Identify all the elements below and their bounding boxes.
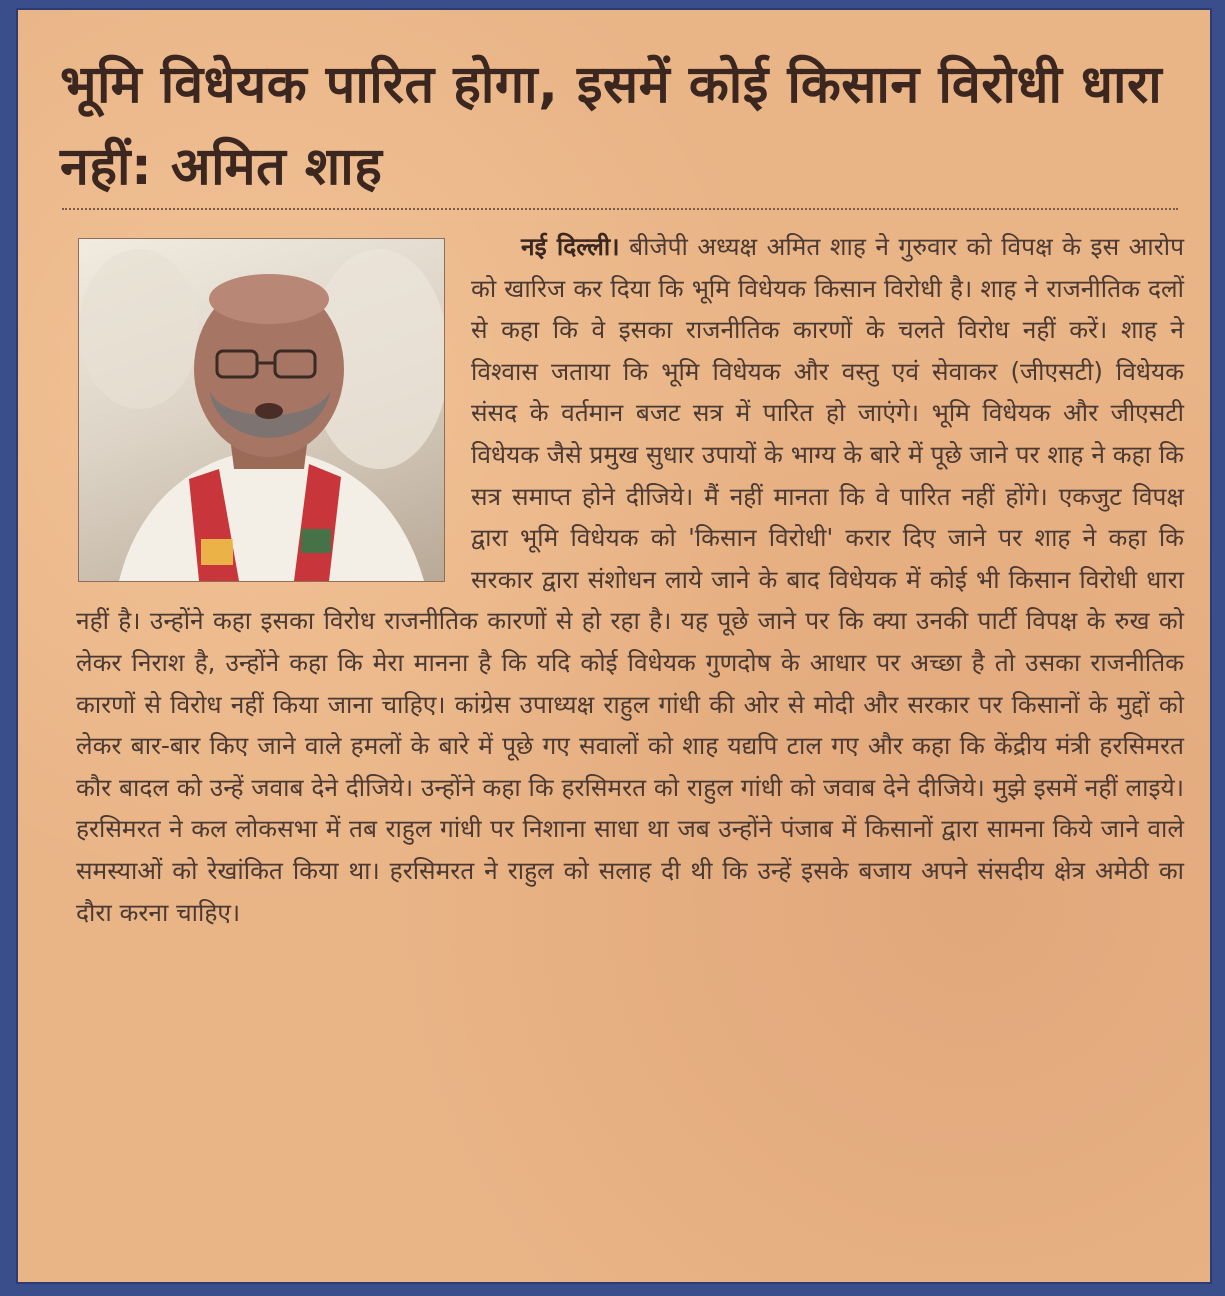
article-text: बीजेपी अध्यक्ष अमित शाह ने गुरुवार को विपक्ष के इस आरोप को खारिज कर दिया कि भूमि विधेयक किसान विरोधी है। शाह ने राजनीतिक दलों से कहा कि वे इसका राजनीतिक कारणों के चलते विरोध नहीं करें। शाह ने विश्वास जताया कि भूमि विधेयक और वस्तु एवं सेवाकर (जीएसटी) विधेयक संसद के वर्तमान बजट सत्र में पारित हो जाएंगे। भूमि विधेयक और जीएसटी विधेयक जैसे प्रमुख सुधार उपायों के भाग्य के बारे में पूछे जाने पर शाह ने कहा कि सत्र समाप्त होने दीजिये। मैं नहीं मानता कि वे पारित नहीं होंगे। एकजुट विपक्ष द्वारा भूमि विधेयक को 'किसान विरोधी' करार दिए जाने पर शाह ने कहा कि सरकार द्वारा संशोधन लाये जाने के बाद विधेयक में कोई भी किसान विरोधी धारा नहीं है। उन्होंने कहा इसका विरोध राजनीतिक कारणों से हो रहा है। यह पूछे जाने पर कि क्या उनकी पार्टी विपक्ष के रुख को लेकर निराश है, उन्होंने कहा कि मेरा मानना है कि यदि कोई विधेयक गुणदोष के आधार पर अच्छा है तो उसका राजनीतिक कारणों से विरोध नहीं किया जाना चाहिए। कांग्रेस उपाध्यक्ष राहुल गांधी की ओर से मोदी और सरकार पर किसानों के मुद्दों को लेकर बार-बार किए जाने वाले हमलों के बारे में पूछे गए सवालों को शाह यद्यपि टाल गए और कहा कि केंद्रीय मंत्री हरसिमरत कौर बादल को उन्हें जवाब देने दीजिये। उन्होंने कहा कि हरसिमरत को राहुल गांधी को जवाब देने दीजिये। मुझे इसमें नहीं लाइये। हरसिमरत ने कल लोकसभा में तब राहुल गांधी पर निशाना साधा था जब उन्होंने पंजाब में किसानों द्वारा सामना किये जाने वाले समस्याओं को रेखांकित किया था। हरसिमरत ने राहुल को सलाह दी थी कि उन्हें इसके बजाय अपने संसदीय क्षेत्र अमेठी का दौरा करना चाहिए।	[76, 232, 1184, 927]
photo-wrap-spacer	[76, 226, 471, 591]
headline: भूमि विधेयक पारित होगा, इसमें कोई किसान विरोधी धारा नहीं: अमित शाह	[60, 55, 1163, 197]
article-body	[76, 226, 1184, 933]
headline-divider	[62, 208, 1178, 210]
dateline: नई दिल्ली।	[521, 232, 620, 261]
